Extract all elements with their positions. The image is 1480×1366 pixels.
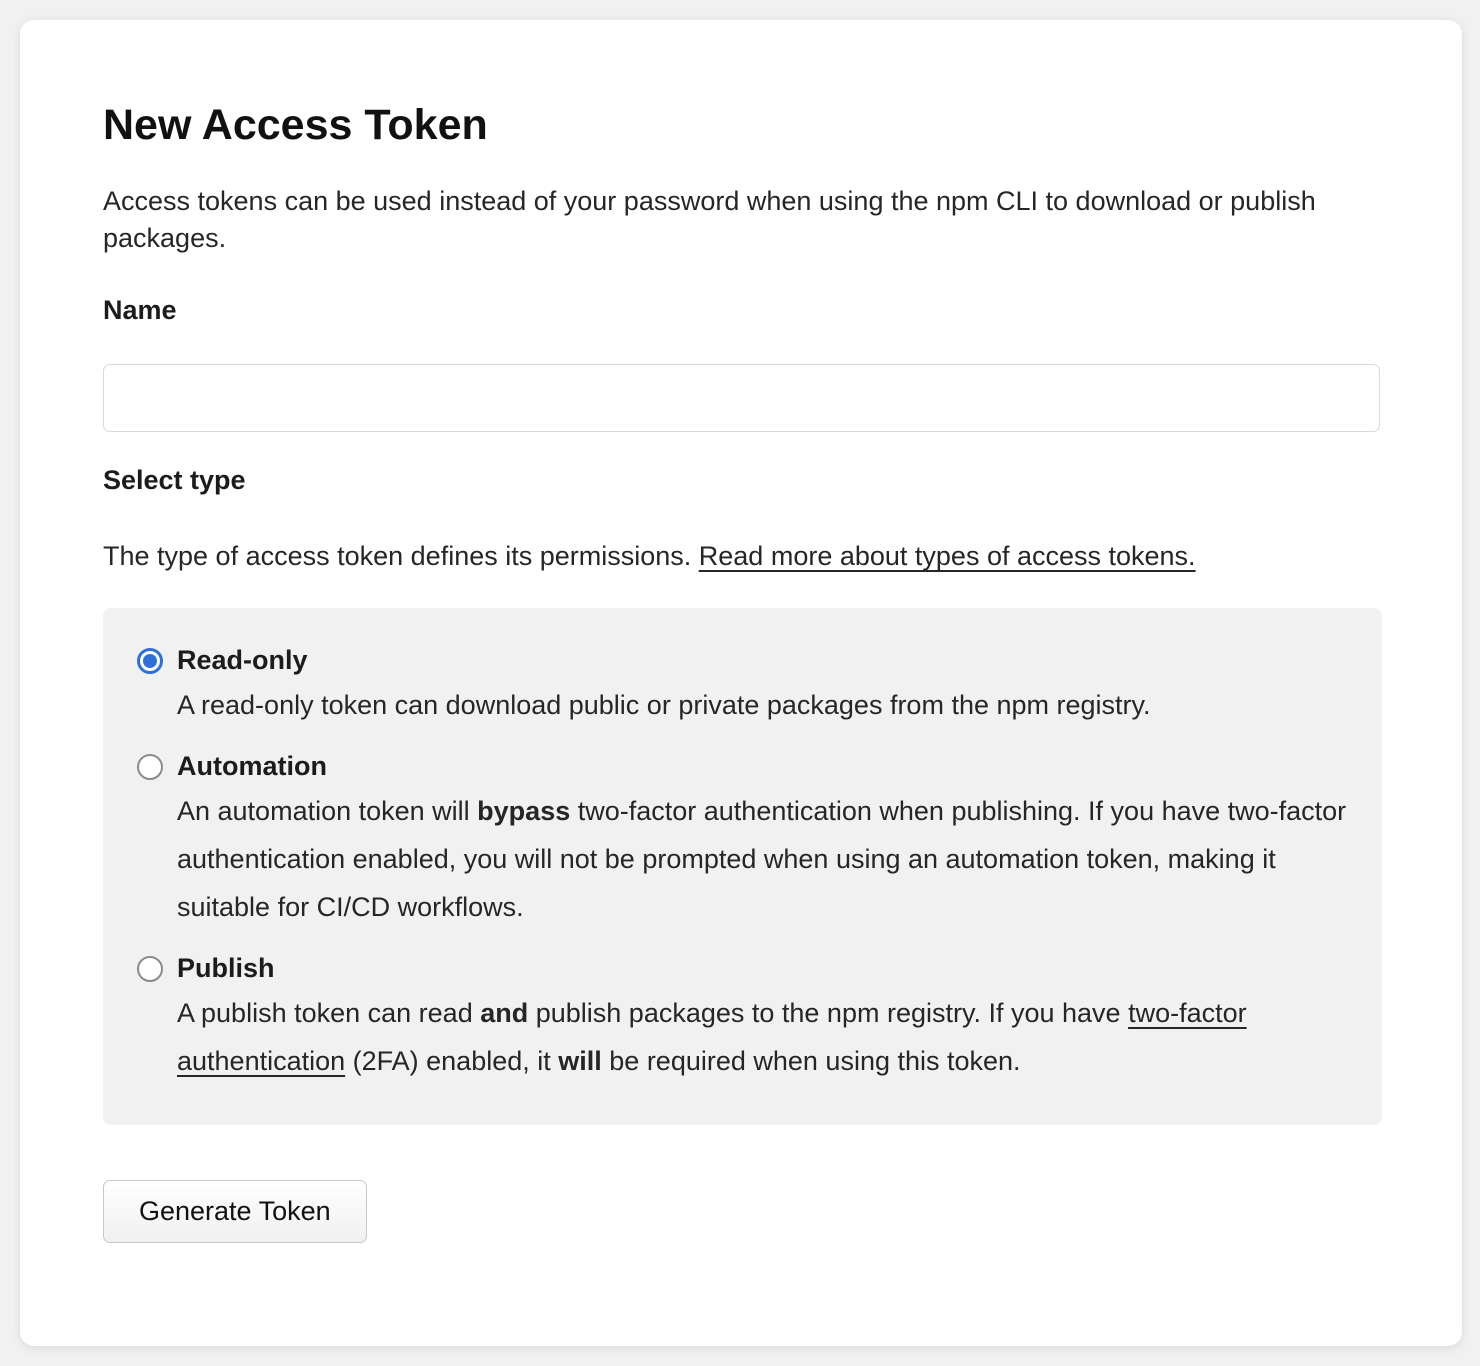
type-help-prefix: The type of access token defines its permissions. xyxy=(103,541,699,572)
description-text: two-factor authentication when publishing. If you have two-factor authentication enabled, you will not be prompted when using an automation token, making it suitable for CI/CD workflows. xyxy=(177,796,1347,923)
name-label: Name xyxy=(103,295,177,326)
intro-text: Access tokens can be used instead of your password when using the npm CLI to download or publish packages. xyxy=(103,186,1316,254)
token-type-option xyxy=(137,953,1347,1085)
token-type-choice[interactable] xyxy=(137,645,1347,676)
radio-automation[interactable] xyxy=(137,754,163,780)
token-type-description xyxy=(177,989,1347,1085)
description-text: A publish token can read xyxy=(177,998,481,1029)
token-type-options xyxy=(103,608,1382,1125)
radio-publish[interactable] xyxy=(137,956,163,982)
name-input[interactable] xyxy=(103,364,1380,432)
token-type-option xyxy=(137,645,1347,729)
description-text: An automation token will xyxy=(177,796,478,827)
token-type-description xyxy=(177,787,1347,931)
description-text: A read-only token can download public or private packages from the npm registry. xyxy=(177,690,1151,721)
select-type-label: Select type xyxy=(103,465,246,496)
token-type-label[interactable]: Read-only xyxy=(177,645,308,676)
token-type-choice[interactable] xyxy=(137,953,1347,984)
token-type-option xyxy=(137,751,1347,931)
read-more-link[interactable]: Read more about types of access tokens. xyxy=(698,541,1196,572)
token-type-choice[interactable] xyxy=(137,751,1347,782)
token-type-label[interactable]: Publish xyxy=(177,953,275,984)
generate-token-button[interactable]: Generate Token xyxy=(103,1180,367,1243)
two-factor-authentication-link[interactable]: two-factor authentication xyxy=(177,998,1247,1077)
page-title: New Access Token xyxy=(103,101,488,149)
emphasized-text: bypass xyxy=(477,796,571,827)
emphasized-text: and xyxy=(480,998,529,1029)
token-type-label[interactable]: Automation xyxy=(177,751,327,782)
description-text: publish packages to the npm registry. If you have xyxy=(528,998,1129,1029)
description-text: (2FA) enabled, it xyxy=(345,1046,559,1077)
type-help-text xyxy=(103,538,1380,575)
new-access-token-card xyxy=(20,20,1462,1346)
emphasized-text: will xyxy=(558,1046,602,1077)
token-type-description xyxy=(177,681,1347,729)
description-text: be required when using this token. xyxy=(601,1046,1021,1077)
radio-read-only[interactable] xyxy=(137,648,163,674)
